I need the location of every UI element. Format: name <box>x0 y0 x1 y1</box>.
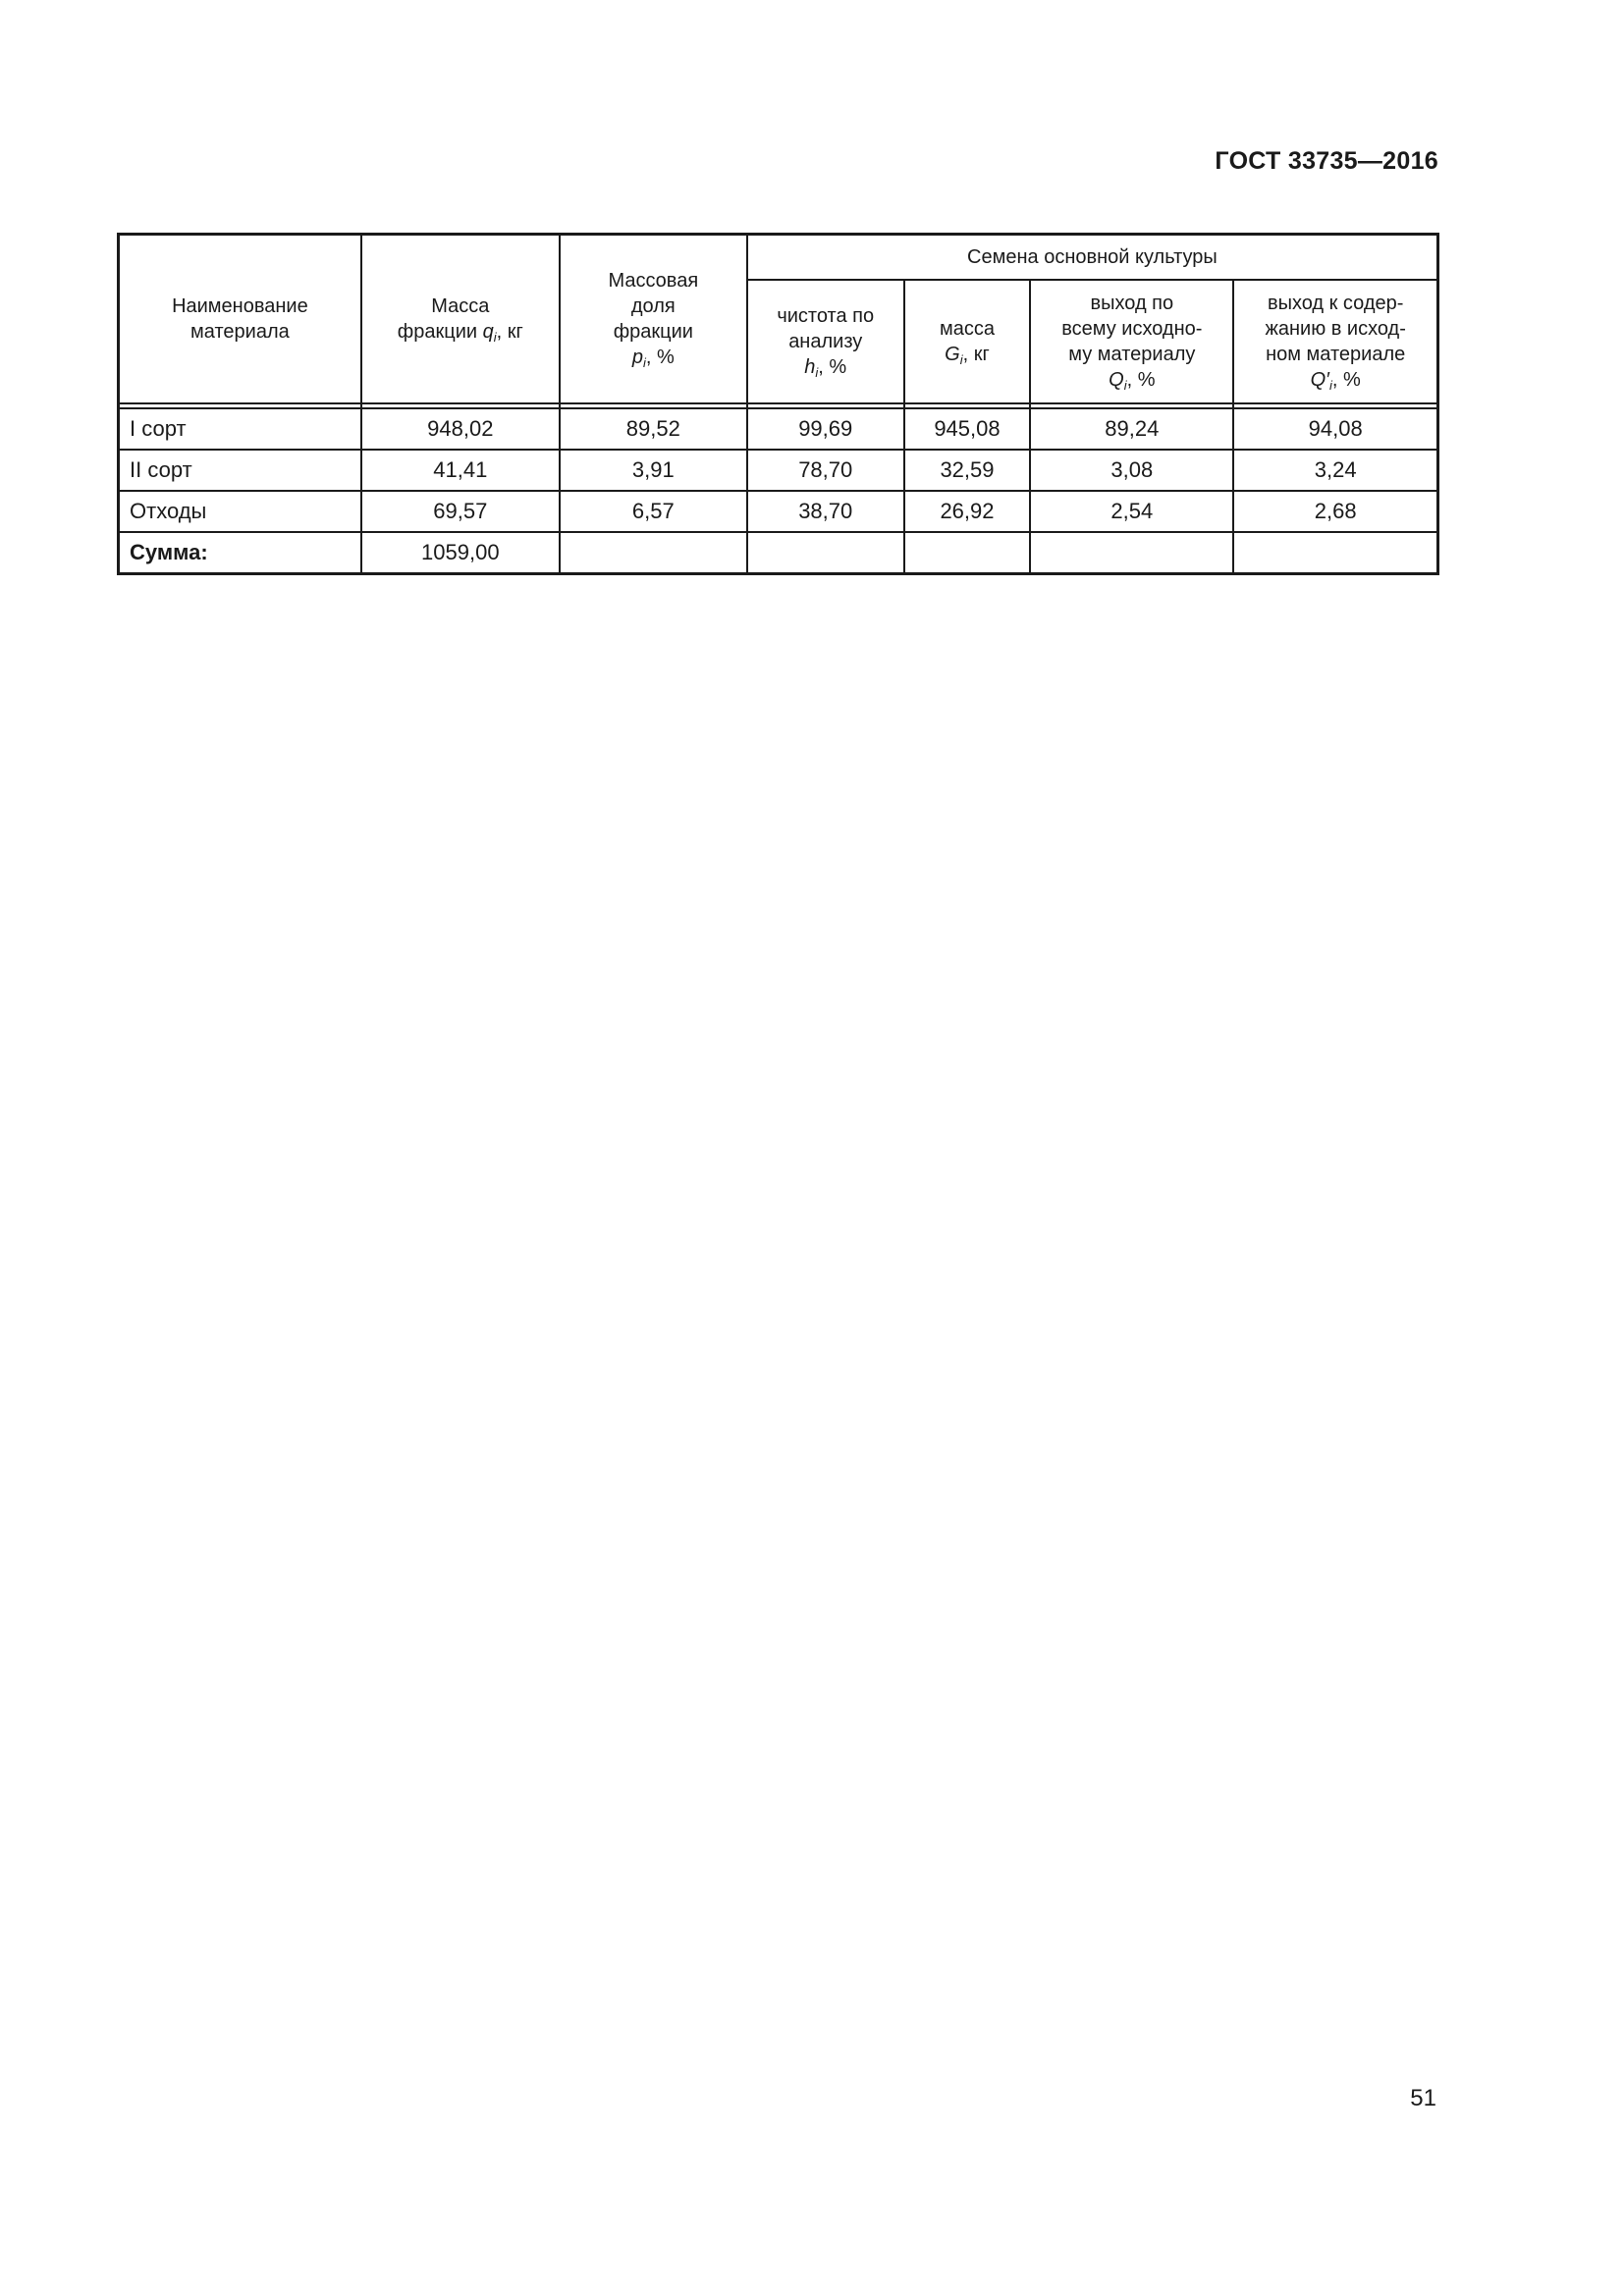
col-header-seed-mass: масса $G_i$, кг <box>904 280 1031 403</box>
total-empty-cell <box>747 532 904 574</box>
cell-yield-total: 3,08 <box>1030 450 1233 491</box>
total-label: Сумма: <box>119 532 361 574</box>
col-header-share: Массовая доля фракции $p_i$, % <box>560 235 747 404</box>
cell-purity: 78,70 <box>747 450 904 491</box>
cell-yield-content: 3,24 <box>1233 450 1437 491</box>
cell-name: II сорт <box>119 450 361 491</box>
cell-purity: 38,70 <box>747 491 904 532</box>
cell-name: I сорт <box>119 408 361 450</box>
cell-seed-mass: 26,92 <box>904 491 1031 532</box>
table-row <box>119 408 1438 450</box>
total-empty-cell <box>1030 532 1233 574</box>
cell-mass: 69,57 <box>361 491 560 532</box>
cell-seed-mass: 32,59 <box>904 450 1031 491</box>
total-empty-cell <box>904 532 1031 574</box>
table-row <box>119 450 1438 491</box>
col-header-yield-total: выход по всему исходно- му материалу $Q_i$, % <box>1030 280 1233 403</box>
col-header-name: Наименование материала <box>119 235 361 404</box>
group-header-main-seeds: Семена основной культуры <box>747 235 1438 281</box>
col-header-yield-content: выход к содер- жанию в исход- ном материале $Q'_i$, % <box>1233 280 1437 403</box>
cell-name: Отходы <box>119 491 361 532</box>
fraction-table <box>117 233 1439 575</box>
cell-mass: 948,02 <box>361 408 560 450</box>
cell-yield-total: 89,24 <box>1030 408 1233 450</box>
total-row <box>119 532 1438 574</box>
cell-share: 6,57 <box>560 491 747 532</box>
cell-share: 3,91 <box>560 450 747 491</box>
cell-purity: 99,69 <box>747 408 904 450</box>
cell-yield-content: 94,08 <box>1233 408 1437 450</box>
cell-seed-mass: 945,08 <box>904 408 1031 450</box>
cell-mass: 41,41 <box>361 450 560 491</box>
total-mass: 1059,00 <box>361 532 560 574</box>
total-empty-cell <box>1233 532 1437 574</box>
cell-yield-content: 2,68 <box>1233 491 1437 532</box>
document-code: ГОСТ 33735—2016 <box>1215 147 1438 175</box>
col-header-mass: Масса фракции $q_i$, кг <box>361 235 560 404</box>
col-header-purity: чистота по анализу $h_i$, % <box>747 280 904 403</box>
table-row <box>119 491 1438 532</box>
cell-yield-total: 2,54 <box>1030 491 1233 532</box>
cell-share: 89,52 <box>560 408 747 450</box>
page-number: 51 <box>1410 2085 1436 2111</box>
total-empty-cell <box>560 532 747 574</box>
